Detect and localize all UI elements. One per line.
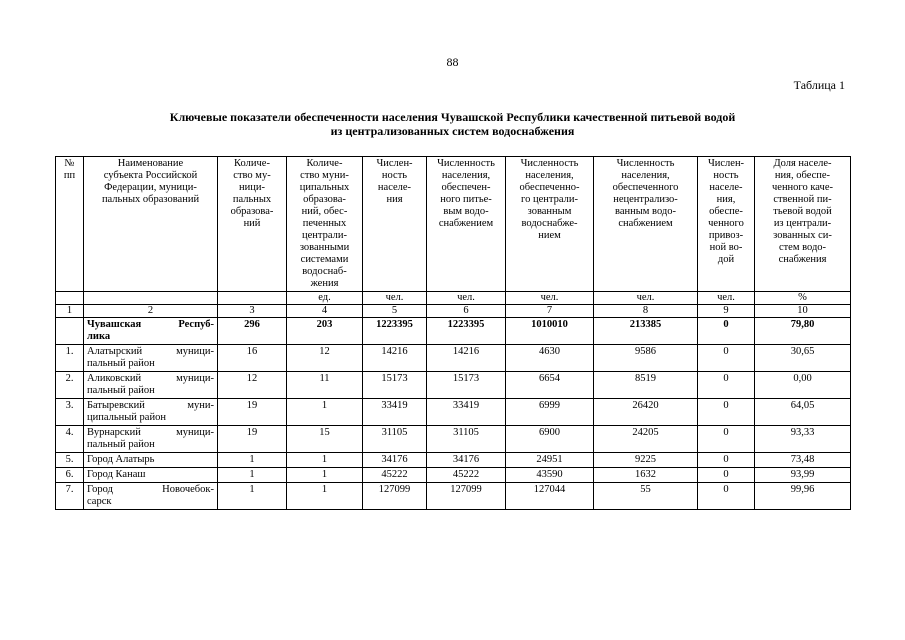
value-cell: 19 — [218, 399, 287, 426]
value-cell: 26420 — [594, 399, 698, 426]
value-cell: 24951 — [506, 453, 594, 468]
header-line: обеспечен- — [441, 182, 491, 193]
header-line: нием — [538, 230, 561, 241]
value-cell: 1010010 — [506, 318, 594, 345]
municipality-name-cell — [84, 483, 218, 510]
value-cell: 6999 — [506, 399, 594, 426]
header-line: ство муни- — [300, 170, 349, 181]
header-line: ченного каче- — [772, 182, 833, 193]
header-line: водоснаб- — [302, 266, 347, 277]
value-cell: 34176 — [363, 453, 427, 468]
value-cell: 15 — [287, 426, 363, 453]
value-cell: 6900 — [506, 426, 594, 453]
name-line: Алатырский муници- — [87, 346, 214, 357]
header-line: Числен- — [707, 158, 745, 169]
unit-cell — [84, 292, 218, 305]
value-cell: 203 — [287, 318, 363, 345]
name-line: пальный район — [87, 358, 155, 369]
value-cell: 14216 — [427, 345, 506, 372]
municipality-name-cell: Город Алатырь — [84, 453, 218, 468]
value-cell: 127044 — [506, 483, 594, 510]
header-line: из централи- — [773, 218, 832, 229]
unit-cell: чел. — [363, 292, 427, 305]
page-number: 88 — [446, 55, 459, 69]
column-header-1 — [56, 157, 84, 292]
column-numbers-row — [56, 305, 851, 318]
header-line: водоснабже- — [521, 218, 578, 229]
value-cell: 1223395 — [427, 318, 506, 345]
value-cell: 0 — [698, 399, 755, 426]
unit-cell: % — [755, 292, 851, 305]
column-number-cell: 4 — [287, 305, 363, 318]
header-line: Федерации, муници- — [104, 182, 197, 193]
value-cell: 33419 — [427, 399, 506, 426]
value-cell: 1 — [218, 468, 287, 483]
header-line: Количе- — [306, 158, 343, 169]
value-cell: 1 — [287, 468, 363, 483]
value-cell: 0 — [698, 483, 755, 510]
value-cell: 43590 — [506, 468, 594, 483]
name-line: пальный район — [87, 385, 155, 396]
header-line: обеспеченно- — [519, 182, 580, 193]
header-line: зованных си- — [773, 230, 832, 241]
value-cell: 33419 — [363, 399, 427, 426]
header-line: Численность — [520, 158, 579, 169]
header-line: населения, — [621, 170, 670, 181]
header-line: системами — [300, 254, 349, 265]
table-row — [56, 372, 851, 399]
value-cell: 73,48 — [755, 453, 851, 468]
column-header-6 — [427, 157, 506, 292]
value-cell: 0 — [698, 468, 755, 483]
value-cell: 12 — [287, 345, 363, 372]
value-cell: 1 — [287, 399, 363, 426]
header-line: ченного — [708, 218, 744, 229]
value-cell: 93,99 — [755, 468, 851, 483]
row-number-cell: 4. — [56, 426, 84, 453]
municipality-name-cell — [84, 345, 218, 372]
header-line: ния — [386, 194, 403, 205]
header-line: пальных — [232, 194, 272, 205]
name-line: Город Новочебок- — [87, 484, 214, 495]
column-number-cell: 2 — [84, 305, 218, 318]
value-cell: 1632 — [594, 468, 698, 483]
unit-cell: чел. — [427, 292, 506, 305]
header-line: го централи- — [521, 194, 578, 205]
value-cell: 64,05 — [755, 399, 851, 426]
column-number-cell: 3 — [218, 305, 287, 318]
value-cell: 0 — [698, 426, 755, 453]
table-row — [56, 453, 851, 468]
municipality-name-cell — [84, 372, 218, 399]
header-line: ного питье- — [440, 194, 492, 205]
header-line: дой — [717, 254, 735, 265]
row-number-cell: 3. — [56, 399, 84, 426]
value-cell: 16 — [218, 345, 287, 372]
value-cell: 1 — [287, 483, 363, 510]
header-line: зованными — [299, 242, 350, 253]
header-line: ний — [243, 218, 261, 229]
header-line: ници- — [239, 182, 265, 193]
column-number-cell: 6 — [427, 305, 506, 318]
row-number-cell: 1. — [56, 345, 84, 372]
value-cell: 11 — [287, 372, 363, 399]
header-line: жения — [310, 278, 339, 289]
column-header-10 — [755, 157, 851, 292]
row-number-cell: 7. — [56, 483, 84, 510]
header-line: Доля населе- — [773, 158, 832, 169]
column-header-4 — [287, 157, 363, 292]
header-line: пальных образований — [101, 194, 200, 205]
value-cell: 0 — [698, 318, 755, 345]
units-row — [56, 292, 851, 305]
value-cell: 0,00 — [755, 372, 851, 399]
value-cell: 34176 — [427, 453, 506, 468]
value-cell: 45222 — [363, 468, 427, 483]
unit-cell: чел. — [506, 292, 594, 305]
header-line: населе- — [377, 182, 412, 193]
name-line: Чувашская Респуб- — [87, 319, 214, 330]
row-number-cell: 6. — [56, 468, 84, 483]
header-line: снабжением — [618, 218, 673, 229]
table-row — [56, 345, 851, 372]
value-cell: 15173 — [427, 372, 506, 399]
header-line: образова- — [230, 206, 274, 217]
header-line: ванным водо- — [615, 206, 676, 217]
column-number-cell: 8 — [594, 305, 698, 318]
table-row — [56, 426, 851, 453]
value-cell: 4630 — [506, 345, 594, 372]
column-header-3 — [218, 157, 287, 292]
value-cell: 12 — [218, 372, 287, 399]
header-line: тьевой водой — [773, 206, 832, 217]
municipality-name-cell: Город Канаш — [84, 468, 218, 483]
header-line: привоз- — [708, 230, 744, 241]
header-line: печенных — [302, 218, 347, 229]
header-line: Количе- — [234, 158, 270, 169]
name-line: лика — [87, 331, 111, 342]
header-line: обеспе- — [709, 206, 743, 217]
name-line: Аликовский муници- — [87, 373, 214, 384]
municipality-name-cell — [84, 426, 218, 453]
header-line: Численность — [437, 158, 495, 169]
table-body — [56, 292, 851, 510]
header-line: населения, — [441, 170, 491, 181]
value-cell: 1 — [218, 453, 287, 468]
column-header-8 — [594, 157, 698, 292]
header-line: ния, обеспе- — [774, 170, 831, 181]
unit-cell — [56, 292, 84, 305]
water-supply-table — [55, 156, 851, 510]
header-line: ство му- — [233, 170, 271, 181]
table-row — [56, 468, 851, 483]
document-title — [0, 110, 905, 138]
header-line: нецентрализо- — [613, 194, 678, 205]
unit-cell: чел. — [698, 292, 755, 305]
column-number-cell: 1 — [56, 305, 84, 318]
header-line: централи- — [302, 230, 347, 241]
municipality-name-cell — [84, 318, 218, 345]
column-header-5 — [363, 157, 427, 292]
header-line: ность — [713, 170, 739, 181]
header-line: стем водо- — [778, 242, 827, 253]
header-line: ственной пи- — [773, 194, 832, 205]
header-line: Наименование — [117, 158, 184, 169]
table-row — [56, 483, 851, 510]
name-line: пальный район — [87, 439, 155, 450]
value-cell: 0 — [698, 453, 755, 468]
table-row — [56, 318, 851, 345]
value-cell: 45222 — [427, 468, 506, 483]
value-cell: 6654 — [506, 372, 594, 399]
header-line: ной во- — [709, 242, 743, 253]
header-line: Числен- — [376, 158, 413, 169]
value-cell: 9225 — [594, 453, 698, 468]
name-line: Вурнарский муници- — [87, 427, 214, 438]
header-line: Численность — [616, 158, 675, 169]
header-line: населе- — [709, 182, 743, 193]
value-cell: 31105 — [427, 426, 506, 453]
value-cell: 19 — [218, 426, 287, 453]
value-cell: 127099 — [363, 483, 427, 510]
header-line: снабжения — [778, 254, 827, 265]
header-line: ния, — [716, 194, 736, 205]
table-row — [56, 399, 851, 426]
header-line: № — [64, 158, 75, 169]
header-line: ность — [381, 170, 408, 181]
value-cell: 8519 — [594, 372, 698, 399]
value-cell: 1223395 — [363, 318, 427, 345]
column-number-cell: 7 — [506, 305, 594, 318]
header-line: зованным — [527, 206, 572, 217]
value-cell: 55 — [594, 483, 698, 510]
value-cell: 0 — [698, 345, 755, 372]
header-line: ний, обес- — [301, 206, 348, 217]
municipality-name-cell — [84, 399, 218, 426]
column-header-2 — [84, 157, 218, 292]
column-header-7 — [506, 157, 594, 292]
row-number-cell — [56, 318, 84, 345]
header-line: вым водо- — [443, 206, 489, 217]
column-number-cell: 9 — [698, 305, 755, 318]
unit-cell: ед. — [287, 292, 363, 305]
header-line: снабжением — [438, 218, 494, 229]
value-cell: 31105 — [363, 426, 427, 453]
header-line: образова- — [303, 194, 346, 205]
value-cell: 30,65 — [755, 345, 851, 372]
header-line: населения, — [525, 170, 574, 181]
row-number-cell: 5. — [56, 453, 84, 468]
value-cell: 296 — [218, 318, 287, 345]
header-line: пп — [63, 170, 76, 181]
value-cell: 99,96 — [755, 483, 851, 510]
column-header-9 — [698, 157, 755, 292]
value-cell: 213385 — [594, 318, 698, 345]
value-cell: 1 — [287, 453, 363, 468]
value-cell: 14216 — [363, 345, 427, 372]
header-line: субъекта Российской — [103, 170, 198, 181]
value-cell: 9586 — [594, 345, 698, 372]
name-line: Батыревский муни- — [87, 400, 214, 411]
row-number-cell: 2. — [56, 372, 84, 399]
name-line: сарск — [87, 496, 112, 507]
value-cell: 79,80 — [755, 318, 851, 345]
header-line: обеспеченного — [612, 182, 679, 193]
column-number-cell: 5 — [363, 305, 427, 318]
name-line: ципальный район — [87, 412, 166, 423]
table-label: Таблица 1 — [793, 78, 845, 92]
column-number-cell: 10 — [755, 305, 851, 318]
header-row — [56, 157, 851, 292]
value-cell: 1 — [218, 483, 287, 510]
value-cell: 0 — [698, 372, 755, 399]
value-cell: 15173 — [363, 372, 427, 399]
unit-cell — [218, 292, 287, 305]
unit-cell: чел. — [594, 292, 698, 305]
value-cell: 127099 — [427, 483, 506, 510]
title-line-1: Ключевые показатели обеспеченности населения Чувашской Республики качественной питьевой водой — [169, 110, 736, 124]
title-line-2: из централизованных систем водоснабжения — [330, 124, 575, 138]
value-cell: 24205 — [594, 426, 698, 453]
header-line: ципальных — [299, 182, 350, 193]
value-cell: 93,33 — [755, 426, 851, 453]
